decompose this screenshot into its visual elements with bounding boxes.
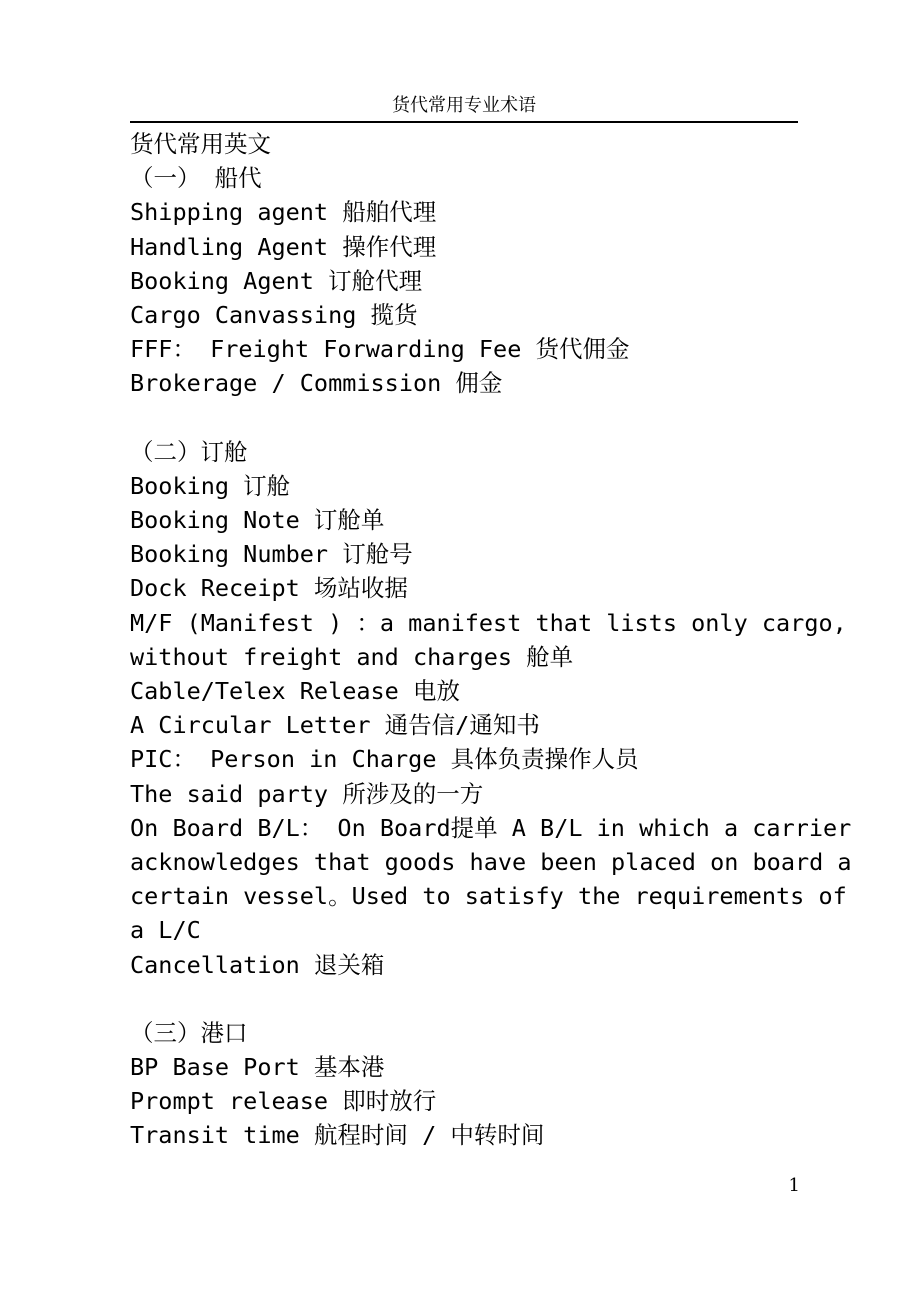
term-line: without freight and charges 舱单 (130, 642, 574, 671)
page-number: 1 (788, 1175, 800, 1196)
header-rule (130, 121, 798, 123)
section-heading-1: （一） 船代 (130, 164, 262, 193)
term-line: Cancellation 退关箱 (130, 950, 385, 979)
document-body (130, 127, 852, 1153)
blank-line (130, 982, 830, 1016)
term-line: Booking Note 订舱单 (130, 506, 385, 535)
blank-line (130, 401, 830, 435)
term-line: Transit time 航程时间 / 中转时间 (130, 1121, 545, 1150)
term-line: On Board B/L： On Board提单 A B/L in which a carrier (130, 813, 852, 842)
term-line: certain vessel。Used to satisfy the requirements of (130, 882, 847, 911)
term-line: acknowledges that goods have been placed on board a (130, 847, 852, 876)
term-line: Handling Agent 操作代理 (130, 232, 437, 261)
term-line: M/F (Manifest ) ：a manifest that lists only cargo, (130, 608, 847, 637)
term-line: Shipping agent 船舶代理 (130, 198, 437, 227)
section-heading-2: （二）订舱 (130, 437, 248, 466)
term-line: Cable/Telex Release 电放 (130, 677, 460, 705)
term-line: Booking 订舱 (130, 471, 291, 500)
term-line: a L/C (130, 916, 201, 945)
term-line: The said party 所涉及的一方 (130, 779, 484, 808)
term-line: PIC： Person in Charge 具体负责操作人员 (130, 745, 639, 774)
term-line: Cargo Canvassing 揽货 (130, 300, 418, 329)
section-heading-3: （三）港口 (130, 1018, 248, 1047)
term-line: Prompt release 即时放行 (130, 1087, 437, 1116)
page-header: 货代常用专业术语 (392, 95, 536, 116)
term-line: Brokerage / Commission 佣金 (130, 369, 503, 398)
term-line: Booking Agent 订舱代理 (130, 266, 423, 295)
term-line: Booking Number 订舱号 (130, 540, 413, 569)
document-title: 货代常用英文 (130, 130, 271, 158)
term-line: A Circular Letter 通告信/通知书 (130, 711, 540, 740)
term-line: FFF： Freight Forwarding Fee 货代佣金 (130, 335, 630, 364)
term-line: BP Base Port 基本港 (130, 1053, 385, 1082)
term-line: Dock Receipt 场站收据 (130, 574, 408, 603)
